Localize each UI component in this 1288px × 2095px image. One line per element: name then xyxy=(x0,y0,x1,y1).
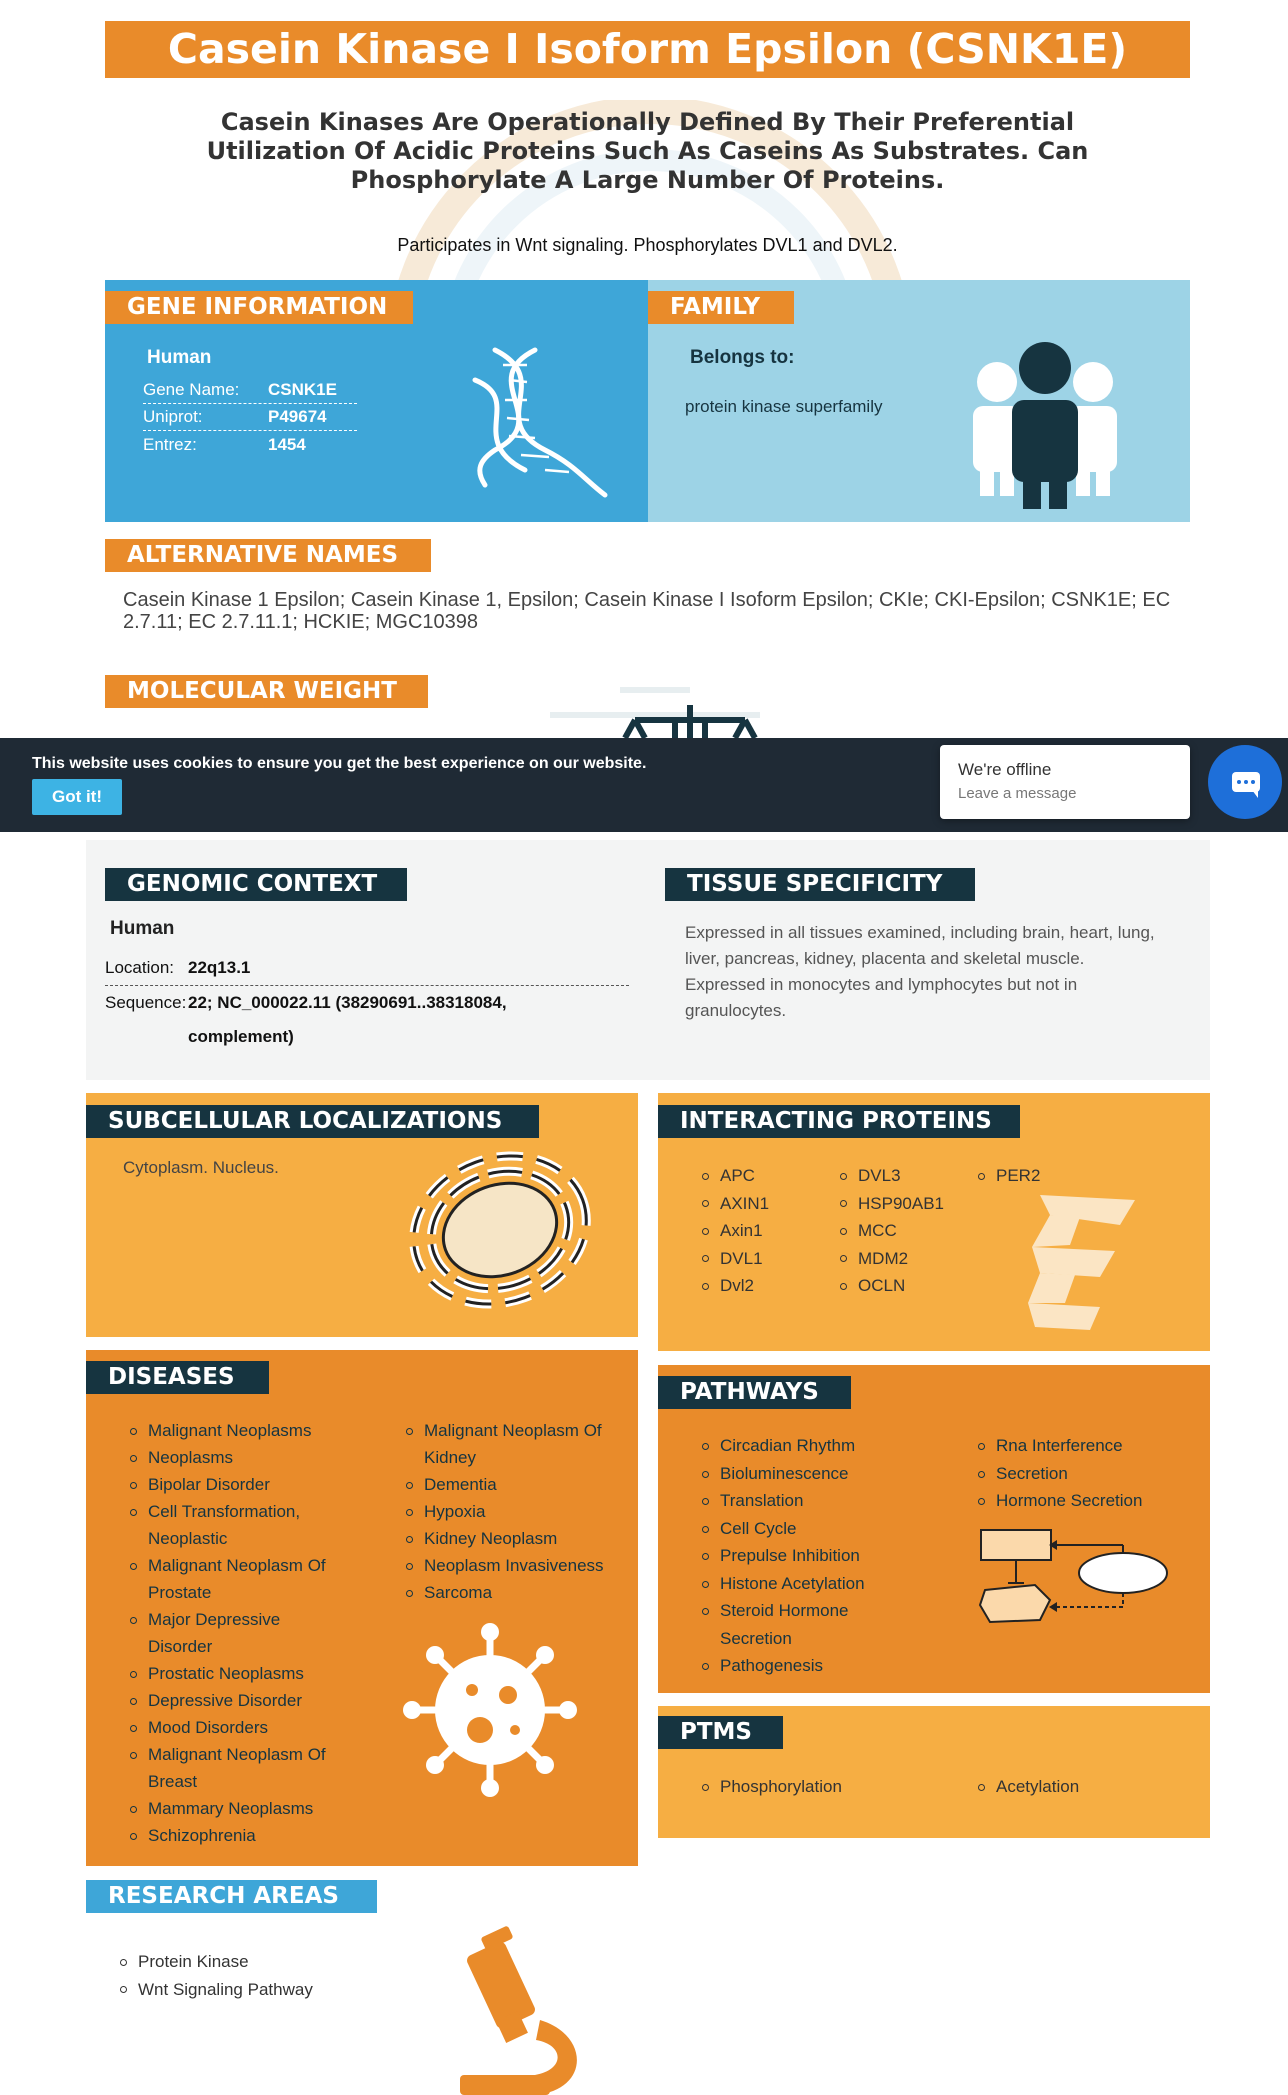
family-value: protein kinase superfamily xyxy=(685,397,883,416)
cookie-message: This website uses cookies to ensure you get the best experience on our website. xyxy=(32,755,647,772)
ptms-heading: PTMS xyxy=(658,1716,783,1749)
list-item[interactable] xyxy=(700,1515,950,1543)
list-item[interactable] xyxy=(404,1552,634,1579)
genomic-context-heading: GENOMIC CONTEXT xyxy=(105,868,407,901)
family-belongs-label: Belongs to: xyxy=(690,347,795,368)
scale-icon xyxy=(540,680,770,740)
location-label: Location: xyxy=(105,958,174,977)
list-item-text: Hormone Secretion xyxy=(996,1491,1143,1510)
tissue-line: Expressed in all tissues examined, including brain, heart, lung, xyxy=(685,923,1155,942)
list-item-text: Neoplastic xyxy=(148,1529,228,1548)
list-item[interactable] xyxy=(976,1460,1196,1488)
list-item-text: Malignant Neoplasms xyxy=(148,1421,312,1440)
list-item[interactable]: PER2 xyxy=(976,1162,1040,1190)
list-item[interactable]: HSP90AB1 xyxy=(838,1190,944,1218)
list-item-text: Neoplasms xyxy=(148,1448,234,1467)
diseases-list-col1 xyxy=(128,1417,378,1849)
list-item[interactable] xyxy=(128,1822,378,1849)
list-item[interactable]: APC xyxy=(700,1162,769,1190)
protein-helix-icon xyxy=(1020,1185,1140,1335)
gene-info-divider xyxy=(143,403,357,404)
list-item[interactable] xyxy=(700,1597,950,1652)
list-item[interactable] xyxy=(700,1652,950,1680)
tissue-text xyxy=(685,920,1185,1024)
list-item[interactable]: Phosphorylation xyxy=(700,1773,842,1800)
interacting-heading: INTERACTING PROTEINS xyxy=(658,1105,1020,1138)
diseases-list-col2 xyxy=(404,1417,634,1606)
chat-leave-message[interactable]: Leave a message xyxy=(958,785,1077,802)
list-item-text: Kidney Neoplasm xyxy=(424,1529,558,1548)
list-item[interactable] xyxy=(128,1714,378,1741)
list-item[interactable] xyxy=(128,1795,378,1822)
list-item-text: Secretion xyxy=(720,1628,792,1648)
gene-info-species: Human xyxy=(147,347,212,368)
microscope-icon xyxy=(440,1925,600,2095)
chat-icon xyxy=(1208,745,1282,819)
gene-info-divider xyxy=(143,430,357,431)
genomic-divider xyxy=(105,985,629,986)
list-item[interactable] xyxy=(128,1741,378,1795)
list-item[interactable] xyxy=(700,1487,950,1515)
cookie-accept-button[interactable]: Got it! xyxy=(32,779,122,815)
interacting-list-col1 xyxy=(700,1162,769,1300)
list-item-text: Malignant Neoplasm Of xyxy=(424,1421,602,1440)
genomic-species: Human xyxy=(110,918,175,939)
list-item-text: Pathogenesis xyxy=(720,1656,824,1675)
list-item-text: Bipolar Disorder xyxy=(148,1475,270,1494)
list-item[interactable] xyxy=(404,1471,634,1498)
list-item[interactable] xyxy=(128,1606,378,1660)
list-item[interactable]: OCLN xyxy=(838,1272,944,1300)
list-item[interactable] xyxy=(700,1432,950,1460)
list-item[interactable]: AXIN1 xyxy=(700,1190,769,1218)
interacting-list-col2 xyxy=(838,1162,944,1300)
list-item-text: Malignant Neoplasm Of xyxy=(148,1556,326,1575)
alt-names-text: Casein Kinase 1 Epsilon; Casein Kinase 1, Epsilon; Casein Kinase I Isoform Epsilon; CKIe; CKI-Epsilon; CSNK1E; EC 2.7.11; EC 2.7.11.1; HCKIE; MGC10398 xyxy=(123,589,1171,633)
list-item[interactable]: MDM2 xyxy=(838,1245,944,1273)
list-item[interactable]: Acetylation xyxy=(976,1773,1079,1800)
chat-open-button[interactable] xyxy=(1208,745,1282,819)
sequence-label: Sequence: xyxy=(105,993,187,1012)
sequence-value-cont: complement) xyxy=(188,1027,294,1046)
pathway-diagram-icon xyxy=(975,1525,1175,1635)
list-item[interactable] xyxy=(404,1417,634,1471)
diseases-heading: DISEASES xyxy=(86,1361,269,1394)
list-item[interactable] xyxy=(128,1471,378,1498)
gene-info-heading: GENE INFORMATION xyxy=(105,291,413,324)
tissue-line: liver, pancreas, kidney, placenta and skeletal muscle. xyxy=(685,949,1085,968)
list-item[interactable] xyxy=(700,1542,950,1570)
subcellular-text: Cytoplasm. Nucleus. xyxy=(123,1158,279,1177)
list-item[interactable] xyxy=(976,1487,1196,1515)
list-item[interactable] xyxy=(976,1432,1196,1460)
list-item[interactable] xyxy=(128,1417,378,1444)
list-item[interactable] xyxy=(128,1552,378,1606)
list-item-text: Kidney xyxy=(424,1448,476,1467)
list-item-text: Cell Transformation, xyxy=(148,1502,301,1521)
list-item[interactable] xyxy=(404,1525,634,1552)
list-item[interactable]: DVL1 xyxy=(700,1245,769,1273)
list-item[interactable]: Protein Kinase xyxy=(118,1948,313,1976)
virus-icon xyxy=(400,1620,580,1800)
list-item-text: Prostate xyxy=(148,1583,212,1602)
list-item-text: Circadian Rhythm xyxy=(720,1436,856,1455)
list-item-text: Dementia xyxy=(424,1475,497,1494)
entrez-link[interactable]: 1454 xyxy=(268,435,306,454)
tissue-line: granulocytes. xyxy=(685,1001,787,1020)
list-item-text: Neoplasm Invasiveness xyxy=(424,1556,604,1575)
alt-names-heading: ALTERNATIVE NAMES xyxy=(105,539,431,572)
subcellular-heading: SUBCELLULAR LOCALIZATIONS xyxy=(86,1105,539,1138)
list-item-text: Sarcoma xyxy=(424,1583,493,1602)
list-item-text: Mood Disorders xyxy=(148,1718,268,1737)
research-areas-heading: RESEARCH AREAS xyxy=(86,1880,377,1913)
gene-name-label: Gene Name: xyxy=(143,380,240,399)
list-item-text: Prepulse Inhibition xyxy=(720,1546,860,1565)
dna-icon xyxy=(465,340,615,505)
list-item-text: Mammary Neoplasms xyxy=(148,1799,314,1818)
pathways-list-col1 xyxy=(700,1432,950,1680)
list-item-text: Translation xyxy=(720,1491,804,1510)
list-item-text: Prostatic Neoplasms xyxy=(148,1664,304,1683)
ptms-list-col2 xyxy=(976,1773,1079,1800)
list-item[interactable] xyxy=(700,1570,950,1598)
function-summary: Participates in Wnt signaling. Phosphorylates DVL1 and DVL2. xyxy=(397,235,898,255)
sequence-value: 22; NC_000022.11 (38290691..38318084, xyxy=(188,993,507,1012)
list-item[interactable] xyxy=(128,1660,378,1687)
list-item[interactable]: Axin1 xyxy=(700,1217,769,1245)
list-item[interactable] xyxy=(404,1579,634,1606)
pathways-list-col2 xyxy=(976,1432,1196,1515)
list-item[interactable]: Wnt Signaling Pathway xyxy=(118,1976,313,2004)
list-item-text: Cell Cycle xyxy=(720,1518,797,1538)
list-item-text: Disorder xyxy=(148,1637,213,1656)
list-item[interactable]: Dvl2 xyxy=(700,1272,769,1300)
research-list xyxy=(118,1948,313,2003)
location-value: 22q13.1 xyxy=(188,958,251,977)
list-item[interactable] xyxy=(128,1444,378,1471)
chat-status-title: We're offline xyxy=(958,760,1052,779)
list-item[interactable] xyxy=(700,1460,950,1488)
ptms-list-col1 xyxy=(700,1773,842,1800)
list-item-text: Secretion xyxy=(996,1463,1068,1483)
list-item-text: Malignant Neoplasm Of xyxy=(148,1745,326,1764)
tissue-line: Expressed in monocytes and lymphocytes but not in xyxy=(685,975,1078,994)
page-title: Casein Kinase I Isoform Epsilon (CSNK1E) xyxy=(105,21,1190,78)
list-item-text: Bioluminescence xyxy=(720,1463,849,1483)
chat-status-box[interactable] xyxy=(940,745,1190,819)
list-item-text: Schizophrenia xyxy=(148,1826,256,1845)
list-item-text: Depressive Disorder xyxy=(148,1691,302,1710)
uniprot-link[interactable]: P49674 xyxy=(268,407,327,426)
list-item-text: Steroid Hormone xyxy=(720,1601,849,1620)
list-item-text: Hypoxia xyxy=(424,1502,486,1521)
tissue-specificity-heading: TISSUE SPECIFICITY xyxy=(665,868,975,901)
entrez-label: Entrez: xyxy=(143,435,197,454)
list-item-text: Major Depressive xyxy=(148,1610,281,1629)
list-item-text: Breast xyxy=(148,1772,198,1791)
list-item-text: Rna Interference xyxy=(996,1436,1123,1455)
gene-name-value: CSNK1E xyxy=(268,380,337,399)
uniprot-label: Uniprot: xyxy=(143,407,203,426)
pathways-heading: PATHWAYS xyxy=(658,1376,851,1409)
cell-icon xyxy=(395,1135,605,1320)
mol-weight-heading: MOLECULAR WEIGHT xyxy=(105,675,428,708)
list-item-text: Histone Acetylation xyxy=(720,1573,865,1593)
gene-description: Casein Kinases Are Operationally Defined By Their Preferential Utilization Of Acidic Proteins Such As Caseins As Substrates. Can Phosphorylate A Large Number Of Proteins. xyxy=(206,108,1089,194)
list-item[interactable] xyxy=(128,1687,378,1714)
list-item[interactable]: DVL3 xyxy=(838,1162,944,1190)
family-icon xyxy=(970,340,1120,510)
list-item[interactable] xyxy=(404,1498,634,1525)
family-heading: FAMILY xyxy=(648,291,794,324)
list-item[interactable]: MCC xyxy=(838,1217,944,1245)
list-item[interactable] xyxy=(128,1498,378,1552)
